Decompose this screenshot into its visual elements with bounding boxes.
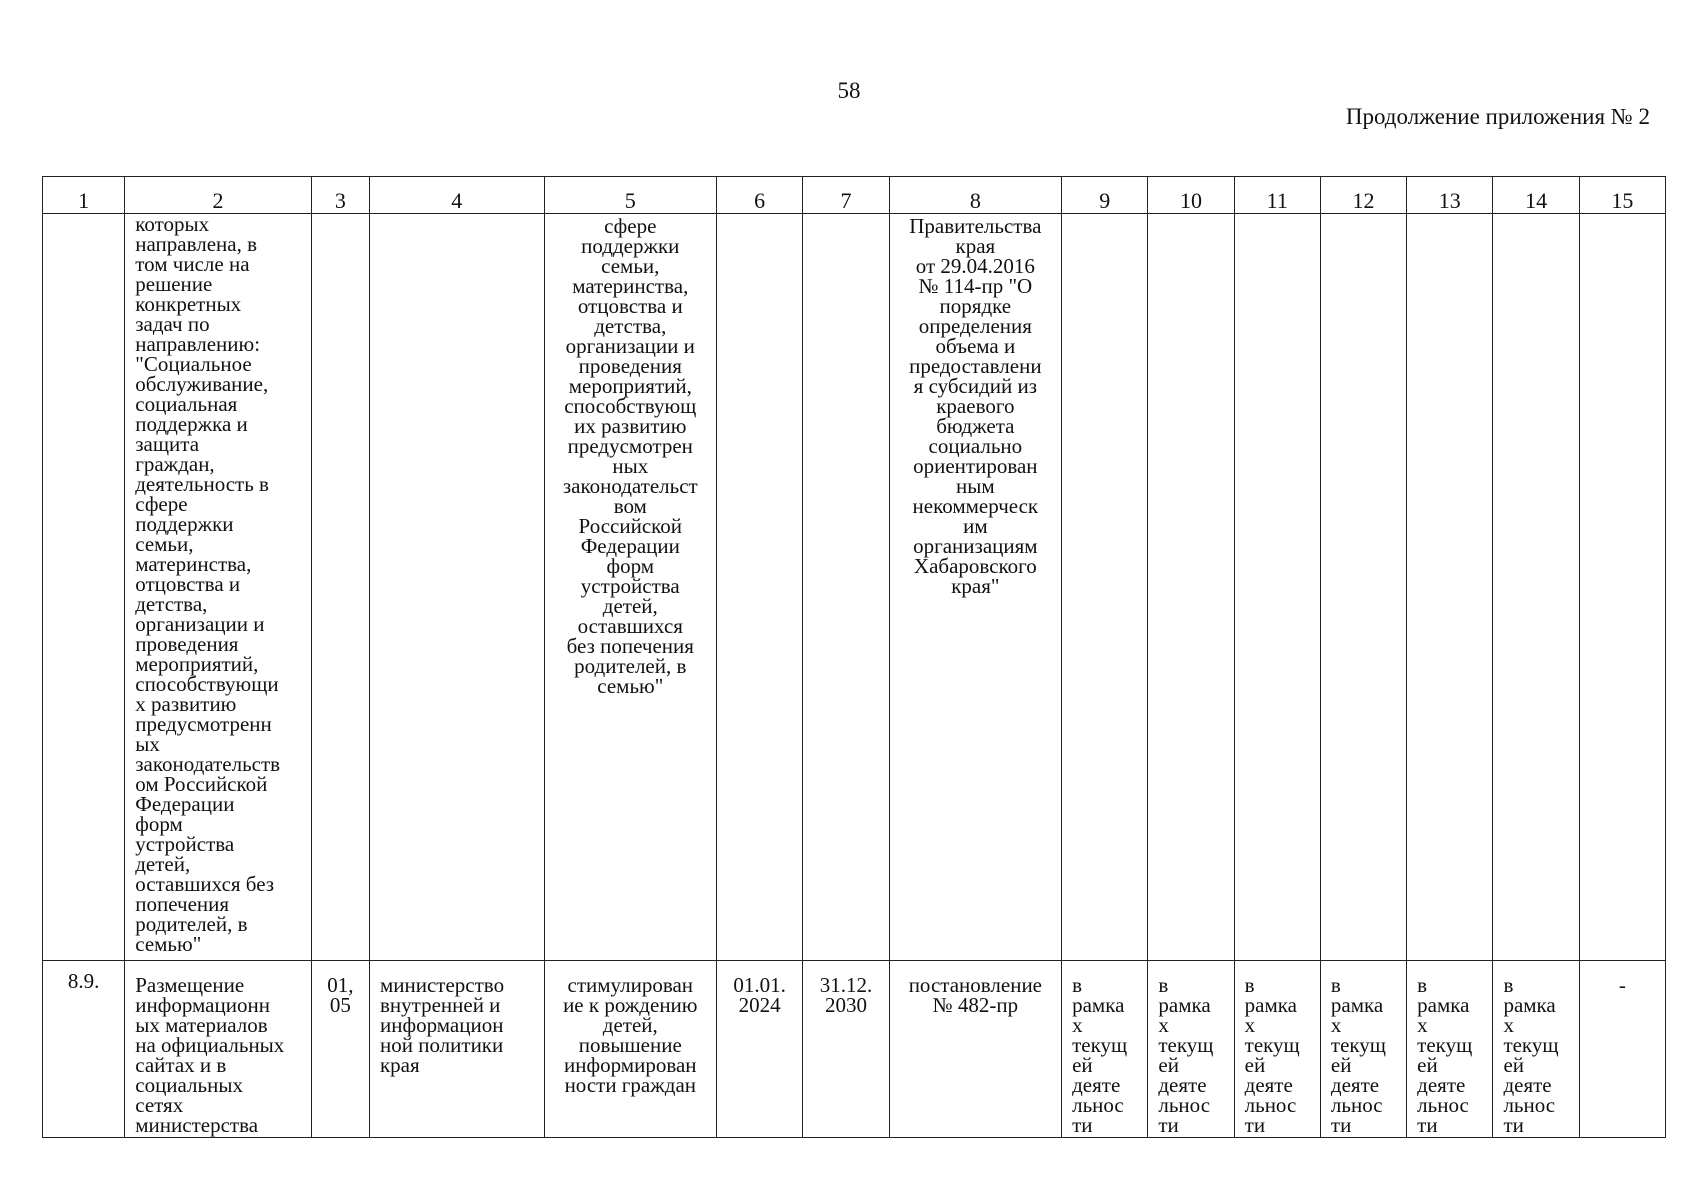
row2-cell-10: [1148, 961, 1234, 1138]
column-header-2: 2: [125, 177, 312, 214]
row2-cell-1: [43, 961, 125, 1138]
row1-cell-3: [311, 214, 369, 961]
row2-start-date: 01.01. 2024: [733, 973, 786, 1017]
row1-cell-12: [1320, 214, 1406, 961]
row2-cell-8: [889, 961, 1062, 1138]
row2-responsible: министерство внутренней и информацион ной политики края: [379, 973, 505, 1077]
row2-funding-14: в рамка х текущ ей деяте льнос ти: [1503, 973, 1559, 1137]
column-header-10: 10: [1148, 177, 1234, 214]
row1-cell-13: [1407, 214, 1493, 961]
row2-funding-15: -: [1618, 973, 1626, 997]
row1-cell-1: [43, 214, 125, 961]
row2-funding-12: в рамка х текущ ей деяте льнос ти: [1330, 973, 1386, 1137]
row2-funding-13: в рамка х текущ ей деяте льнос ти: [1417, 973, 1473, 1137]
column-header-8: 8: [889, 177, 1062, 214]
appendix-continuation-label: Продолжение приложения № 2: [1345, 104, 1650, 129]
row2-cell-5: [544, 961, 717, 1138]
row2-end-date: 31.12. 2030: [819, 973, 873, 1017]
row1-cell-2: [125, 214, 312, 961]
row2-cell-11: [1234, 961, 1320, 1138]
row2-cell-15: [1579, 961, 1665, 1138]
row1-cell-7: [803, 214, 889, 961]
column-header-7: 7: [803, 177, 889, 214]
column-header-11: 11: [1234, 177, 1320, 214]
row1-cell-14: [1493, 214, 1579, 961]
row2-codes: 01, 05: [327, 973, 354, 1017]
row2-event-description: Размещение информационн ых материалов на официальных сайтах и в социальных сетях министерства: [135, 973, 285, 1137]
row2-item-number: 8.9.: [67, 969, 100, 993]
row2-cell-4: [369, 961, 544, 1138]
row2-cell-2: [125, 961, 312, 1138]
table-row: [43, 961, 1666, 1138]
row2-funding-11: в рамка х текущ ей деяте льнос ти: [1244, 973, 1300, 1137]
row1-result-description: сфере поддержки семьи, материнства, отцовства и детства, организации и проведения мероприятий, способствующ их развитию предусмотрен ных законодательст вом Российской Федерации форм устройства детей, оставшихся без попечения родителей, в семью": [562, 214, 698, 698]
row1-cell-10: [1148, 214, 1234, 961]
page-number: 58: [837, 78, 861, 103]
row2-cell-6: [717, 961, 803, 1138]
column-header-13: 13: [1407, 177, 1493, 214]
row1-legal-basis: Правительства края от 29.04.2016 № 114-пр "О порядке определения объема и предоставлени я субсидий из краевого бюджета социально ориентирован ным некоммерческ им организациям Хабаровского края": [909, 214, 1042, 598]
appendix-table: [42, 176, 1666, 1138]
row2-cell-3: [311, 961, 369, 1138]
row1-event-description: которых направлена, в том числе на решение конкретных задач по направлению: "Социальное обслуживание, социальная поддержка и защита граждан, деятельность в сфере поддержки семьи, материнства, отцовства и детства, организации и проведения мероприятий, способствующи х развитию предусмотренн ых законодательств ом Российской Федерации форм устройства детей, оставшихся без попечения родителей, в семью": [135, 214, 281, 956]
column-header-9: 9: [1062, 177, 1148, 214]
row1-cell-11: [1234, 214, 1320, 961]
row1-cell-8: [889, 214, 1062, 961]
row2-cell-7: [803, 961, 889, 1138]
row1-cell-9: [1062, 214, 1148, 961]
row1-cell-5: [544, 214, 717, 961]
row2-cell-9: [1062, 961, 1148, 1138]
row2-legal-basis: постановление № 482-пр: [908, 973, 1042, 1017]
row1-cell-15: [1579, 214, 1665, 961]
column-header-12: 12: [1320, 177, 1406, 214]
column-header-1: 1: [43, 177, 125, 214]
row2-cell-12: [1320, 961, 1406, 1138]
row1-cell-6: [717, 214, 803, 961]
row2-result: стимулирован ие к рождению детей, повышение информирован ности граждан: [563, 973, 698, 1097]
row1-cell-4: [369, 214, 544, 961]
column-header-14: 14: [1493, 177, 1579, 214]
column-header-15: 15: [1579, 177, 1665, 214]
row2-cell-14: [1493, 961, 1579, 1138]
column-header-5: 5: [544, 177, 717, 214]
row2-cell-13: [1407, 961, 1493, 1138]
table-row: [43, 214, 1666, 961]
table-header-row: [43, 177, 1666, 214]
column-header-3: 3: [311, 177, 369, 214]
column-header-4: 4: [369, 177, 544, 214]
row2-funding-9: в рамка х текущ ей деяте льнос ти: [1072, 973, 1128, 1137]
column-header-6: 6: [717, 177, 803, 214]
row2-funding-10: в рамка х текущ ей деяте льнос ти: [1158, 973, 1214, 1137]
